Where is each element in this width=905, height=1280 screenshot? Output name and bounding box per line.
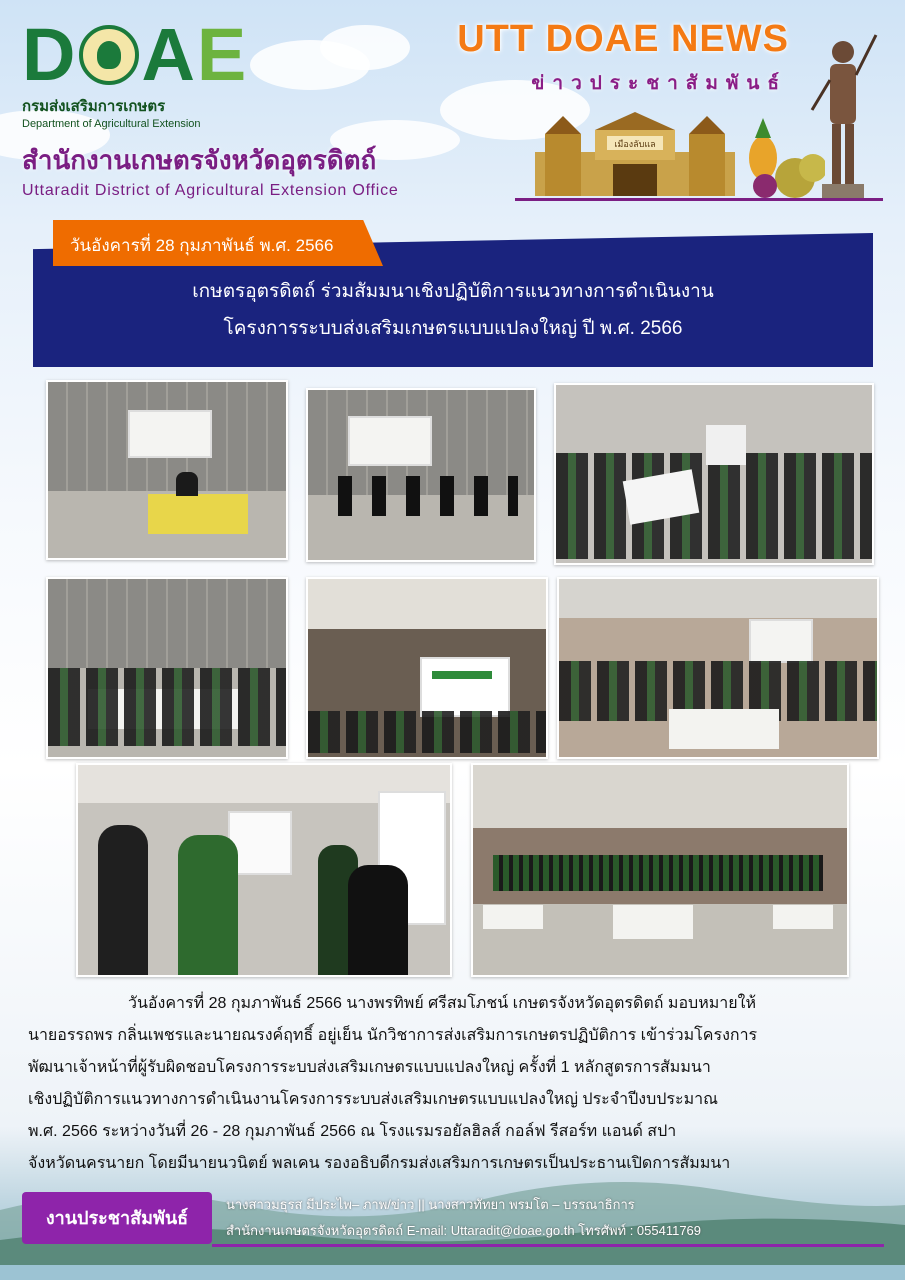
logo-wordmark: D AE bbox=[22, 13, 249, 96]
body-line: พัฒนาเจ้าหน้าที่ผู้รับผิดชอบโครงการระบบส่งเสริมเกษตรแบบแปลงใหญ่ ครั้งที่ 1 หลักสูตรการสัมมนา bbox=[28, 1059, 711, 1076]
body-line: วันอังคารที่ 28 กุมภาพันธ์ 2566 นางพรทิพย์ ศรีสมโภชน์ เกษตรจังหวัดอุตรดิตถ์ มอบหมายให้ bbox=[128, 995, 757, 1012]
footer-contact: สำนักงานเกษตรจังหวัดอุตรดิตถ์ E-mail: Uttaradit@doae.go.th โทรศัพท์ : 055411769 bbox=[226, 1223, 702, 1238]
photo-participants-flipchart bbox=[76, 763, 452, 977]
cloud bbox=[320, 25, 410, 70]
footer-credits: นางสาวมธุรส มีประไพ– ภาพ/ข่าว || นางสาวทัทยา พรมโต – บรรณาธิการ bbox=[226, 1197, 635, 1212]
photo-presentation-screen bbox=[306, 577, 548, 759]
newsletter-subtitle: ข่าวประชาสัมพันธ์ bbox=[531, 73, 787, 94]
footer-section-label: งานประชาสัมพันธ์ bbox=[22, 1192, 212, 1244]
body-line: นายอรรถพร กลิ่นเพชรและนายณรงค์ฤทธิ์ อยู่เย็น นักวิชาการส่งเสริมการเกษตรปฏิบัติการ เข้าร่วมโครงการ bbox=[28, 1027, 758, 1044]
footer-divider bbox=[212, 1244, 884, 1247]
newsletter-title: UTT DOAE NEWS bbox=[457, 18, 789, 60]
city-gate-illustration bbox=[535, 112, 735, 196]
photo-panel-discussion bbox=[306, 388, 536, 562]
logo-thai-name: กรมส่งเสริมการเกษตร bbox=[22, 98, 166, 115]
article-body bbox=[28, 988, 878, 1180]
photo-workshop-tables bbox=[46, 577, 288, 759]
gate-sign-text: เมืองลับแล bbox=[614, 139, 656, 149]
headline-line-1: เกษตรอุตรดิตถ์ ร่วมสัมมนาเชิงปฏิบัติการแนวทางการดำเนินงาน bbox=[192, 281, 714, 302]
logo-english-name: Department of Agricultural Extension bbox=[22, 118, 201, 130]
body-line: เชิงปฏิบัติการแนวทางการดำเนินงานโครงการระบบส่งเสริมเกษตรแบบแปลงใหญ่ ประจำปีงบประมาณ bbox=[28, 1091, 718, 1108]
article-date: วันอังคารที่ 28 กุมภาพันธ์ พ.ศ. 2566 bbox=[70, 236, 334, 255]
body-line: พ.ศ. 2566 ระหว่างวันที่ 26 - 28 กุมภาพันธ์ 2566 ณ โรงแรมรอยัลฮิลส์ กอล์ฟ รีสอร์ท แอนด์ สปา bbox=[28, 1123, 677, 1140]
office-name-thai: สำนักงานเกษตรจังหวัดอุตรดิตถ์ bbox=[22, 145, 377, 175]
office-name-english: Uttaradit District of Agricultural Extension Office bbox=[22, 182, 399, 199]
photo-large-group bbox=[471, 763, 849, 977]
doae-logo bbox=[22, 13, 249, 130]
headline-line-2: โครงการระบบส่งเสริมเกษตรแบบแปลงใหญ่ ปี พ.ศ. 2566 bbox=[223, 318, 683, 339]
photo-speaker-on-stage bbox=[46, 380, 288, 560]
photo-group-with-banner bbox=[554, 383, 874, 565]
emblem-icon bbox=[79, 25, 139, 85]
photo-group-standing bbox=[557, 577, 879, 759]
statue-illustration bbox=[808, 30, 878, 200]
body-line: จังหวัดนครนายก โดยมีนายนวนิตย์ พลเคน รองอธิบดีกรมส่งเสริมการเกษตรเป็นประธานเปิดการสัมมนา bbox=[28, 1155, 731, 1172]
header-divider bbox=[515, 198, 883, 201]
